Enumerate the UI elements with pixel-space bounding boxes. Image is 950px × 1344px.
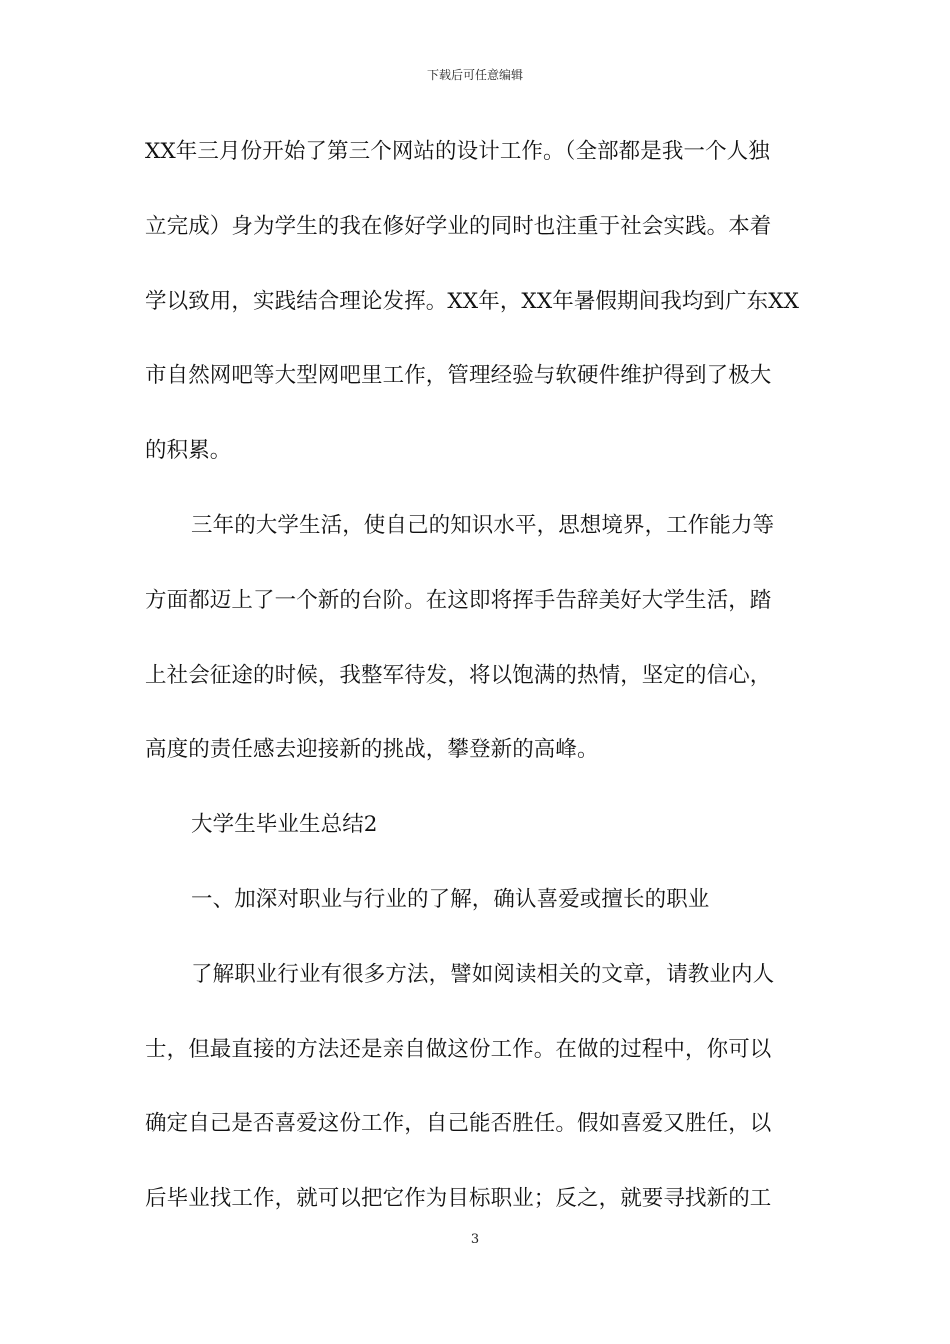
page-number: 3 bbox=[470, 1232, 480, 1247]
body-line: 确定自己是否喜爱这份工作，自己能否胜任。假如喜爱又胜任，以 bbox=[145, 1111, 772, 1137]
body-line: 立完成）身为学生的我在修好学业的同时也注重于社会实践。本着 bbox=[145, 213, 772, 239]
page-header: 下载后可任意编辑 bbox=[426, 68, 523, 82]
body-line: 上社会征途的时候，我整军待发，将以饱满的热情，坚定的信心， bbox=[145, 662, 772, 688]
paragraph-first-line: 了解职业行业有很多方法，譬如阅读相关的文章，请教业内人 bbox=[191, 961, 775, 987]
body-line: 后毕业找工作，就可以把它作为目标职业；反之，就要寻找新的工 bbox=[145, 1186, 772, 1212]
section-title: 大学生毕业生总结2 bbox=[191, 812, 378, 838]
body-line: 高度的责任感去迎接新的挑战，攀登新的高峰。 bbox=[145, 737, 599, 763]
body-line: 学以致用，实践结合理论发挥。XX年，XX年暑假期间我均到广东XX bbox=[145, 288, 800, 314]
body-line: XX年三月份开始了第三个网站的设计工作。（全部都是我一个人独 bbox=[145, 139, 770, 164]
section-heading: 一、加深对职业与行业的了解，确认喜爱或擅长的职业 bbox=[191, 886, 710, 912]
body-line: 士，但最直接的方法还是亲自做这份工作。在做的过程中，你可以 bbox=[145, 1036, 772, 1062]
body-line: 市自然网吧等大型网吧里工作，管理经验与软硬件维护得到了极大 bbox=[145, 363, 772, 389]
body-line: 方面都迈上了一个新的台阶。在这即将挥手告辞美好大学生活，踏 bbox=[145, 587, 772, 613]
document-body bbox=[145, 132, 810, 1254]
body-line: 的积累。 bbox=[145, 438, 232, 464]
paragraph-first-line: 三年的大学生活，使自己的知识水平，思想境界，工作能力等 bbox=[191, 512, 775, 538]
